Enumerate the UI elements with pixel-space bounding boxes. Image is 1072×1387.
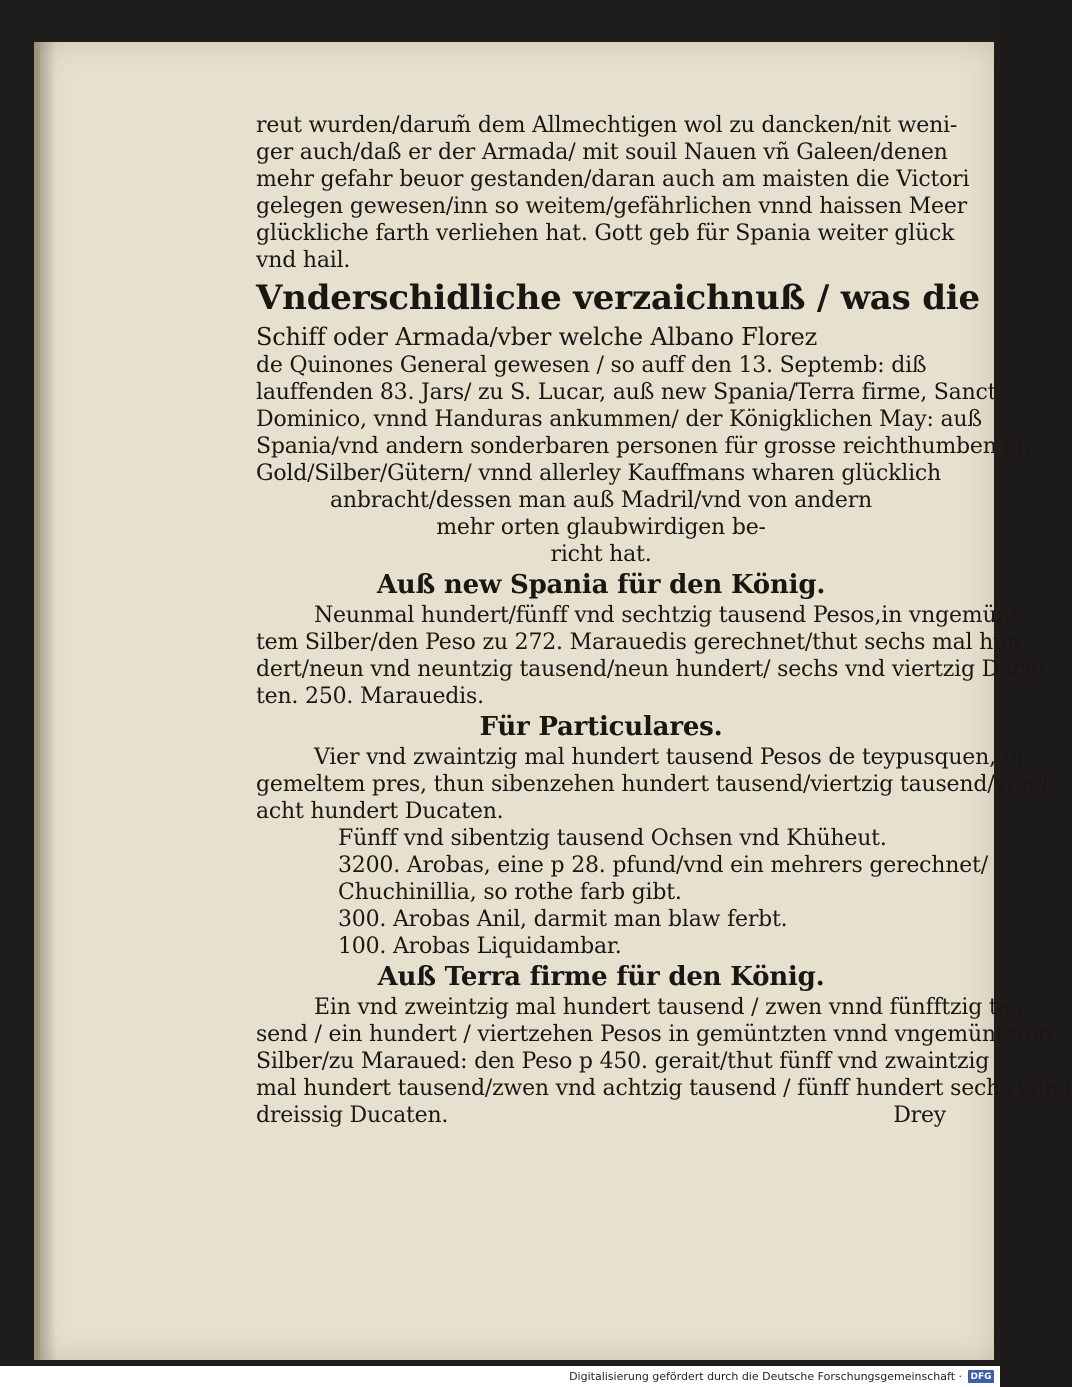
text-line: acht hundert Ducaten. [256,799,504,824]
text-line: Vier vnd zwaintzig mal hundert tausend Pesos de teypusquen, in [314,745,1024,770]
text-line: ten. 250. Marauedis. [256,684,484,709]
text-line: glückliche farth verliehen hat. Gott geb für Spania weiter glück [256,221,955,246]
text-line: vnd hail. [256,248,351,273]
list-item: 3200. Arobas, eine p 28. pfund/vnd ein mehrers gerechnet/ [338,853,988,878]
last-line-row [256,1102,946,1129]
funding-credit: Digitalisierung gefördert durch die Deutsche Forschungsgemeinschaft · [569,1370,962,1383]
text-line: dreissig Ducaten. [256,1103,449,1128]
text-line: mehr gefahr beuor gestanden/daran auch am maisten die Victori [256,167,970,192]
text-line: reut wurden/darum̃ dem Allmechtigen wol zu dancken/nit weni- [256,113,958,138]
list-item: Fünff vnd sibentzig tausend Ochsen vnd Khüheut. [338,826,887,851]
title-line: Vnderschidliche verzaichnuß / was die [256,278,980,318]
section-heading: Auß new Spania für den König. [376,570,826,600]
text-line: ger auch/daß er der Armada/ mit souil Nauen vñ Galeen/denen [256,140,948,165]
title-line: mehr orten glaubwirdigen be- [436,515,766,540]
text-line: tem Silber/den Peso zu 272. Marauedis gerechnet/thut sechs mal hun- [256,630,1029,655]
title-line: Schiff oder Armada/vber welche Albano Florez [256,323,818,351]
title-line: Gold/Silber/Gütern/ vnnd allerley Kauffmans wharen glücklich [256,461,942,486]
section-heading: Auß Terra firme für den König. [377,962,825,992]
section-heading: Für Particulares. [479,712,723,742]
text-line: gelegen gewesen/inn so weitem/gefährlichen vnnd haissen Meer [256,194,967,219]
text-line: Ein vnd zweintzig mal hundert tausend / zwen vnnd fünfftzig tau- [314,995,1032,1020]
title-line: lauffenden 83. Jars/ zu S. Lucar, auß new Spania/Terra firme, Sanct [256,380,997,405]
text-line: dert/neun vnd neuntzig tausend/neun hundert/ sechs vnd viertzig Ducat- [256,657,1054,682]
footer-bar [0,1366,1000,1387]
title-line: Spania/vnd andern sonderbaren personen für grosse reichthumben an [256,434,1031,459]
spine-shadow [34,42,56,1360]
page-text [256,112,1072,1129]
list-item: Chuchinillia, so rothe farb gibt. [338,880,682,905]
text-line: gemeltem pres, thun sibenzehen hundert tausend/viertzig tausend/vnnd [256,772,1049,797]
title-line: richt hat. [550,542,652,567]
title-line: de Quinones General gewesen / so auff den 13. Septemb: diß [256,353,927,378]
text-line: send / ein hundert / viertzehen Pesos in gemüntzten vnnd vngemüntzten [256,1022,1052,1047]
title-line: Dominico, vnnd Handuras ankummen/ der Königklichen May: auß [256,407,982,432]
dfg-logo: DFG [968,1370,994,1383]
list-item: 300. Arobas Anil, darmit man blaw ferbt. [338,907,788,932]
catchword: Drey [893,1103,946,1128]
text-line: Silber/zu Maraued: den Peso p 450. gerait/thut fünff vnd zwaintzig [256,1049,990,1074]
text-line: mal hundert tausend/zwen vnd achtzig tausend / fünff hundert sechs vnnd [256,1076,1072,1101]
text-line: Neunmal hundert/fünff vnd sechtzig tausend Pesos,in vngemüntz- [314,603,1038,628]
list-item: 100. Arobas Liquidambar. [338,934,622,959]
title-line: anbracht/dessen man auß Madril/vnd von andern [329,488,873,513]
